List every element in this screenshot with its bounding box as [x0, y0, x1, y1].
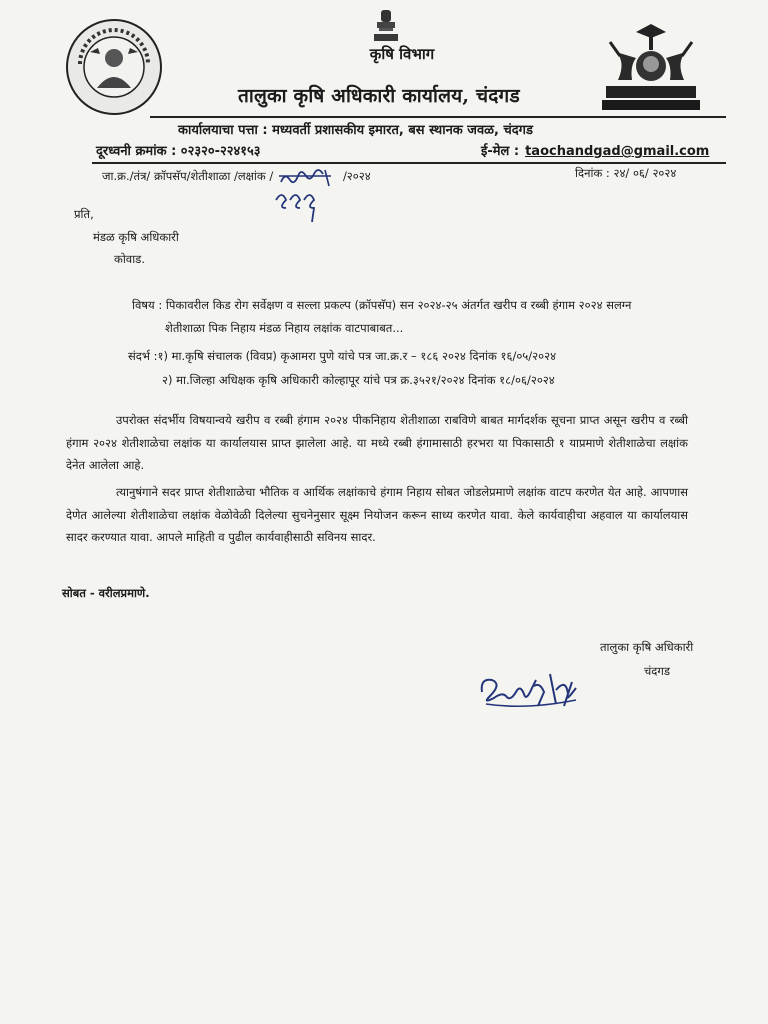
office-email-line	[481, 141, 709, 159]
reference-prefix: जा.क्र./तंत्र/ क्रॉपसॅप/शेतीशाळा /लक्षांक /	[102, 169, 274, 183]
handwritten-reference-number	[272, 186, 322, 226]
office-address: कार्यालयाचा पत्ता : मध्यवर्ती प्रशासकीय इमारत, बस स्थानक जवळ, चंदगड	[178, 123, 533, 138]
header-divider-bottom	[92, 162, 726, 164]
subject-line-1: विषय : पिकावरील किड रोग सर्वेक्षण व सल्ला प्रकल्प (क्रॉपसॅप) सन २०२४-२५ अंतर्गत खरीप व रब्बी हंगाम २०२४ सलग्न	[132, 298, 632, 312]
office-name: तालुका कृषि अधिकारी कार्यालय, चंदगड	[238, 85, 520, 107]
national-emblem-icon	[372, 8, 400, 42]
subject-block	[132, 294, 758, 340]
subject-line-2: शेतीशाळा पिक निहाय मंडळ निहाय लक्षांक वाटपाबाबत...	[165, 321, 404, 335]
header-divider	[150, 116, 726, 118]
body-paragraph-2	[66, 481, 688, 549]
reference-year: /२०२४	[342, 169, 371, 183]
body-paragraph-1	[66, 409, 688, 477]
handwritten-signature	[476, 664, 594, 714]
body-paragraph-1-text: उपरोक्त संदर्भीय विषयान्वये खरीप व रब्बी हंगाम २०२४ पीकनिहाय शेतीशाळा राबविणे बाबत मार्गदर्शक सूचना प्राप्त असून खरीप व रब्बी हंगाम २०२४ शेतीशाळेचा लक्षांक या कार्यालयास प्राप्त झालेला आहे. या मध्ये रब्बी हंगामासाठी हरभरा या पिकासाठी १ याप्रमाणे शेतीशाळेचा लक्षांक देनेत आलेला आहे.	[66, 413, 688, 472]
department-name: कृषि विभाग	[369, 45, 435, 63]
enclosure-note: सोबत - वरीलप्रमाणे.	[62, 586, 150, 600]
body-paragraph-2-text: त्यानुषंगाने सदर प्राप्त शेतीशाळेचा भौतिक व आर्थिक लक्षांकाचे हंगाम निहाय सोबत जोडलेप्रमाणे लक्षांक वाटप करणेत येत आहे. आपणास देणेत आलेल्या शेतीशाळेचा लक्षांक वेळोवेळी दिलेल्या सुचनेनुसार सूक्ष्म नियोजन करून साध्य करणेत यावा. केले कार्यवाहीचा अहवाल या कार्यालयास सादर करण्यात यावा. आपले माहिती व पुढील कार्यवाहीसाठी सविनय सादर.	[66, 485, 688, 544]
reference-line-1: संदर्भ :१) मा.कृषि संचालक (विवप्र) कृआमरा पुणे यांचे पत्र जा.क्र.र – १८६ २०२४ दिनांक १६/०५/२०२४	[128, 349, 557, 363]
signatory-place: चंदगड	[644, 664, 671, 678]
email-link[interactable]: taochandgad@gmail.com	[525, 144, 710, 159]
reference-number	[102, 166, 371, 188]
addressee-designation: मंडळ कृषि अधिकारी	[93, 230, 179, 244]
reference-line-2: २) मा.जिल्हा अधिक्षक कृषि अधिकारी कोल्हापूर यांचे पत्र क्र.३५२१/२०२४ दिनांक १८/०६/२०२४	[162, 373, 555, 387]
letter-date: दिनांक : २४/ ०६/ २०२४	[575, 166, 677, 180]
references-block	[128, 344, 556, 392]
office-phone: दूरध्वनी क्रमांक : ०२३२०-२२४१५३	[96, 144, 261, 159]
maharashtra-crest-icon	[596, 22, 706, 114]
email-label: ई-मेल :	[481, 144, 520, 159]
agriculture-department-seal-icon	[64, 18, 164, 116]
addressee-place: कोवाड.	[114, 252, 145, 266]
handwritten-number-struck-icon	[277, 166, 341, 188]
signatory-title: तालुका कृषि अधिकारी	[600, 640, 694, 654]
salutation: प्रति,	[74, 207, 94, 221]
